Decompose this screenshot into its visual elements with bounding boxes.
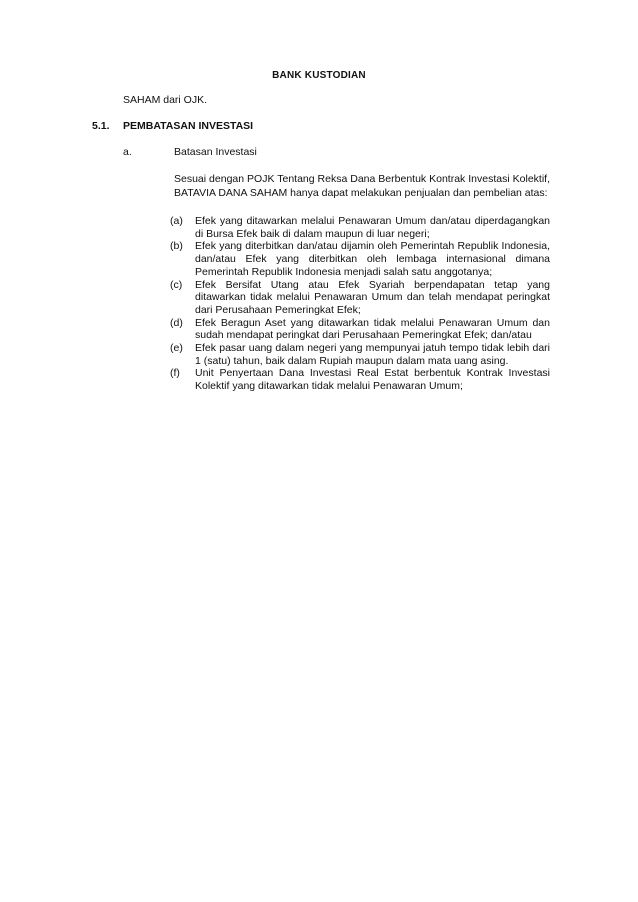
section-number: 5.1.	[92, 120, 110, 132]
continued-text: SAHAM dari OJK.	[123, 94, 208, 106]
list-item-label: (b)	[170, 240, 183, 253]
list-item-label: (d)	[170, 316, 183, 329]
section-title: PEMBATASAN INVESTASI	[123, 120, 254, 132]
list-item-text: Efek yang diterbitkan dan/atau dijamin oleh Pemerintah Republik Indonesia, dan/atau Efek yang diterbitkan oleh lembaga internasional dimana Pemerintah Republik Indonesia menjadi salah satu anggotanya;	[195, 240, 550, 278]
list-item-label: (c)	[170, 278, 183, 291]
list-item	[170, 342, 550, 367]
list-item-label: (a)	[170, 215, 183, 227]
intro-paragraph: Sesuai dengan POJK Tentang Reksa Dana Berbentuk Kontrak Investasi Kolektif, BATAVIA DANA SAHAM hanya dapat melakukan penjualan dan pembelian atas:	[174, 173, 550, 199]
list-item-text: Efek pasar uang dalam negeri yang mempunyai jatuh tempo tidak lebih dari 1 (satu) tahun, baik dalam Rupiah maupun dalam mata uang asing.	[195, 342, 550, 367]
list-item-label: (e)	[170, 342, 183, 355]
list-item-text: Efek Beragun Aset yang ditawarkan tidak melalui Penawaran Umum dan sudah mendapat peringkat dari Perusahaan Pemeringkat Efek; dan/atau	[195, 316, 550, 342]
subsection-letter: a.	[123, 146, 132, 158]
investment-list	[170, 215, 550, 393]
subsection-title: Batasan Investasi	[174, 146, 257, 158]
list-item	[170, 240, 550, 278]
list-item-label: (f)	[170, 367, 180, 380]
list-item-text: Unit Penyertaan Dana Investasi Real Estat berbentuk Kontrak Investasi Kolektif yang ditawarkan tidak melalui Penawaran Umum;	[195, 367, 550, 393]
page-header-title: BANK KUSTODIAN	[272, 70, 366, 81]
list-item	[170, 215, 550, 240]
list-item	[170, 279, 550, 317]
list-item	[170, 317, 550, 342]
list-item-text: Efek Bersifat Utang atau Efek Syariah berpendapatan tetap yang ditawarkan tidak melalui Penawaran Umum dan telah mendapat peringkat dari Perusahaan Pemeringkat Efek;	[195, 278, 550, 316]
list-item	[170, 367, 550, 392]
list-item-text: Efek yang ditawarkan melalui Penawaran Umum dan/atau diperdagangkan di Bursa Efek baik di dalam maupun di luar negeri;	[195, 215, 550, 240]
